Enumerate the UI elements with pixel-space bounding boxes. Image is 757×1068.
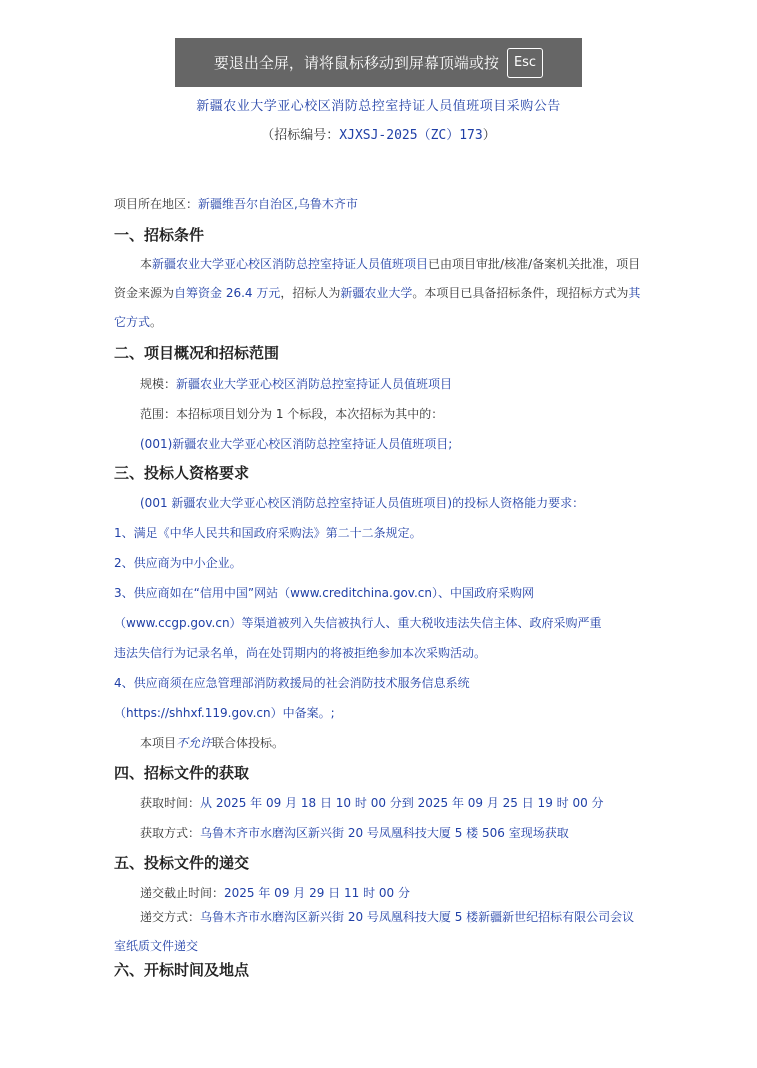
scope-line: 范围：本招标项目划分为 1 个标段，本次招标为其中的：	[140, 407, 444, 421]
requirement-4-line-2: （https://shhxf.119.gov.cn）中备案。;	[114, 706, 335, 720]
requirement-4-line-1: 4、供应商须在应急管理部消防救援局的社会消防技术服务信息系统	[114, 676, 470, 690]
requirement-2: 2、供应商为中小企业。	[114, 556, 242, 570]
requirement-1: 1、满足《中华人民共和国政府采购法》第二十二条规定。	[114, 526, 422, 540]
obtain-time-label: 获取时间：	[140, 796, 201, 810]
section-5-heading: 五、投标文件的递交	[114, 854, 250, 872]
obtain-time-value: 从 2025 年 09 月 18 日 10 时 00 分到 2025 年 09 月 25 日 19 时 00 分	[200, 796, 604, 810]
section-2-heading: 二、项目概况和招标范围	[114, 344, 280, 362]
scale-value: 新疆农业大学亚心校区消防总控室持证人员值班项目	[176, 377, 453, 391]
obtain-time-line	[140, 794, 604, 811]
consortium-line	[140, 734, 284, 751]
s1-project-name: 新疆农业大学亚心校区消防总控室持证人员值班项目	[152, 257, 429, 271]
submission-method-label: 递交方式：	[140, 910, 201, 924]
requirement-3-line-2: （www.ccgp.gov.cn）等渠道被列入失信被执行人、重大税收违法失信主体、政府采购严重	[114, 616, 602, 630]
s1-text-2: 已由项目审批/核准/备案机关批准，项目资金来源为	[114, 257, 641, 300]
section-4-heading: 四、招标文件的获取	[114, 764, 250, 782]
s1-text-5: 。	[150, 315, 163, 329]
page-title: 新疆农业大学亚心校区消防总控室持证人员值班项目采购公告	[196, 99, 561, 114]
tender-code-prefix: （招标编号：	[261, 128, 340, 143]
qualification-intro: (001 新疆农业大学亚心校区消防总控室持证人员值班项目)的投标人资格能力要求：	[140, 496, 585, 510]
deadline-label: 递交截止时间：	[140, 886, 225, 900]
fullscreen-exit-toast	[175, 38, 582, 87]
section-6-heading: 六、开标时间及地点	[114, 961, 250, 979]
location-label: 项目所在地区：	[114, 197, 199, 211]
submission-method-value: 乌鲁木齐市水磨沟区新兴街 20 号凤凰科技大厦 5 楼新疆新世纪招标有限公司会议室纸质文件递交	[114, 910, 635, 953]
section-1-heading: 一、招标条件	[114, 226, 205, 244]
consortium-text-1: 本项目	[140, 736, 177, 750]
deadline-line	[140, 884, 410, 901]
tender-code	[0, 124, 757, 143]
s1-text-3: ，招标人为	[280, 286, 341, 300]
requirement-3-line-3: 违法失信行为记录名单，尚在处罚期内的将被拒绝参加本次采购活动。	[114, 646, 487, 660]
submission-method-paragraph	[114, 903, 644, 961]
tender-code-value: XJXSJ-2025（ZC）173	[339, 128, 483, 143]
s1-text-4: 。本项目已具备招标条件，现招标方式为	[412, 286, 629, 300]
scale-label: 规模：	[140, 377, 177, 391]
obtain-method-line	[140, 824, 569, 841]
requirement-3-line-1: 3、供应商如在“信用中国”网站（www.creditchina.gov.cn）、中国政府采购网	[114, 586, 534, 600]
s1-tender-method: 其它方式	[114, 286, 641, 329]
location-value: 新疆维吾尔自治区,乌鲁木齐市	[198, 197, 358, 211]
s1-text-1: 本	[140, 257, 153, 271]
lot-line: (001)新疆农业大学亚心校区消防总控室持证人员值班项目;	[140, 437, 453, 451]
tender-code-suffix: ）	[482, 128, 496, 143]
deadline-value: 2025 年 09 月 29 日 11 时 00 分	[224, 886, 410, 900]
s1-fund-source: 自筹资金 26.4 万元	[174, 286, 281, 300]
section-1-paragraph	[114, 250, 644, 337]
obtain-method-label: 获取方式：	[140, 826, 201, 840]
section-3-heading: 三、投标人资格要求	[114, 464, 250, 482]
consortium-text-2: 联合体投标。	[212, 736, 285, 750]
consortium-value: 不允许	[176, 736, 213, 750]
s1-tenderer: 新疆农业大学	[340, 286, 413, 300]
scale-line	[140, 375, 452, 392]
obtain-method-value: 乌鲁木齐市水磨沟区新兴街 20 号凤凰科技大厦 5 楼 506 室现场获取	[200, 826, 569, 840]
toast-message: 要退出全屏，请将鼠标移动到屏幕顶端或按	[213, 54, 499, 72]
project-location	[114, 195, 358, 212]
esc-key-badge[interactable]: Esc	[507, 48, 543, 78]
